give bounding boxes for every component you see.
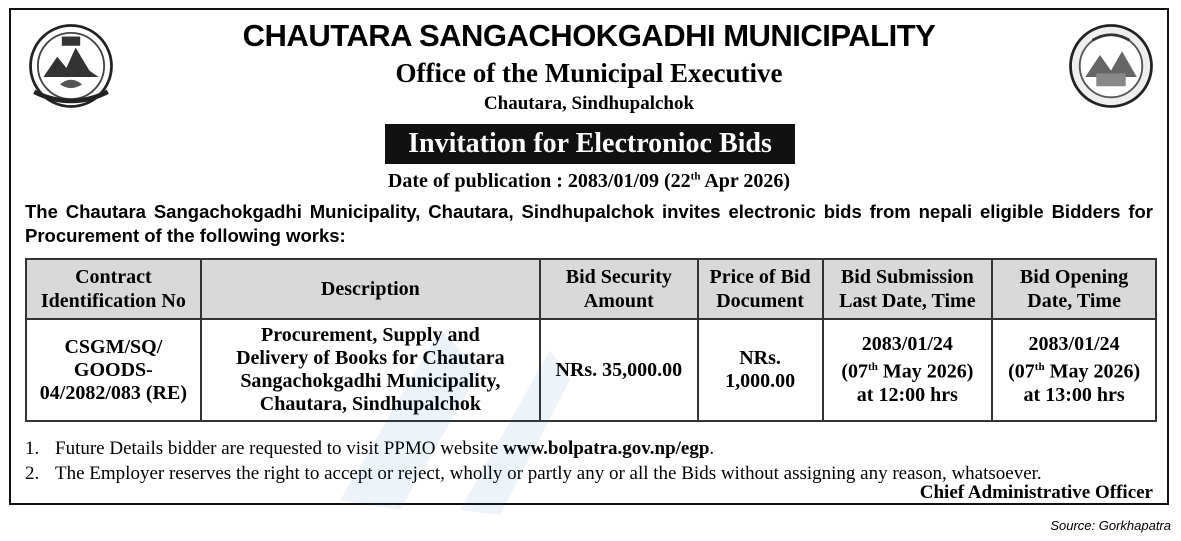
publication-date-prefix: Date of publication : 2083/01/09 (22 bbox=[387, 170, 691, 192]
office-address: Chautara, Sindhupalchok bbox=[483, 93, 695, 114]
bolpatra-link[interactable]: www.bolpatra.gov.np/egp bbox=[503, 438, 710, 459]
cell-bid-security: NRs. 35,000.00 bbox=[540, 319, 698, 421]
list-item: 2. The Employer reserves the right to accept or reject, wholly or partly any or all the Bids without assigning any reason, whatsoever. bbox=[25, 463, 1042, 484]
cell-description: Procurement, Supply and Delivery of Books for Chautara Sangachokgadhi Municipality, Chautara, Sindhupalchok bbox=[201, 319, 540, 421]
list-item: 1. Future Details bidder are requested to visit PPMO website www.bolpatra.gov.np/egp. bbox=[25, 438, 715, 459]
signatory: Chief Administrative Officer bbox=[919, 482, 1153, 503]
header-submission: Bid Submission Last Date, Time bbox=[823, 259, 993, 319]
cell-opening: 2083/01/24 (07th May 2026) at 13:00 hrs bbox=[992, 319, 1156, 421]
works-table bbox=[25, 258, 1157, 422]
cell-price-document: NRs. 1,000.00 bbox=[698, 319, 823, 421]
header-opening: Bid Opening Date, Time bbox=[992, 259, 1156, 319]
intro-paragraph: The Chautara Sangachokgadhi Municipality, Chautara, Sindhupalchok invites electronic bids from nepali eligible Bidders for Procurement of the following works: bbox=[25, 201, 1153, 246]
banner-text: Invitation for Electronioc Bids bbox=[408, 128, 772, 159]
publication-date bbox=[11, 170, 1167, 193]
invitation-banner bbox=[385, 124, 795, 164]
municipality-title: CHAUTARA SANGACHOKGADHI MUNICIPALITY bbox=[242, 18, 936, 53]
table-row bbox=[26, 319, 1156, 421]
header-contract-id: Contract Identification No bbox=[26, 259, 201, 319]
notes-list bbox=[25, 436, 1042, 486]
cell-submission: 2083/01/24 (07th May 2026) at 12:00 hrs bbox=[823, 319, 993, 421]
source-credit: Source: Gorkhapatra bbox=[1050, 518, 1171, 533]
publication-date-suffix: Apr 2026) bbox=[700, 170, 791, 192]
header-price-document: Price of Bid Document bbox=[698, 259, 823, 319]
header-bid-security: Bid Security Amount bbox=[540, 259, 698, 319]
cell-contract-id: CSGM/SQ/ GOODS- 04/2082/083 (RE) bbox=[26, 319, 201, 421]
table-header-row bbox=[26, 259, 1156, 319]
publication-date-sup: th bbox=[690, 170, 701, 183]
bid-notice bbox=[9, 8, 1169, 505]
office-subtitle: Office of the Municipal Executive bbox=[395, 58, 783, 88]
header-description: Description bbox=[201, 259, 540, 319]
